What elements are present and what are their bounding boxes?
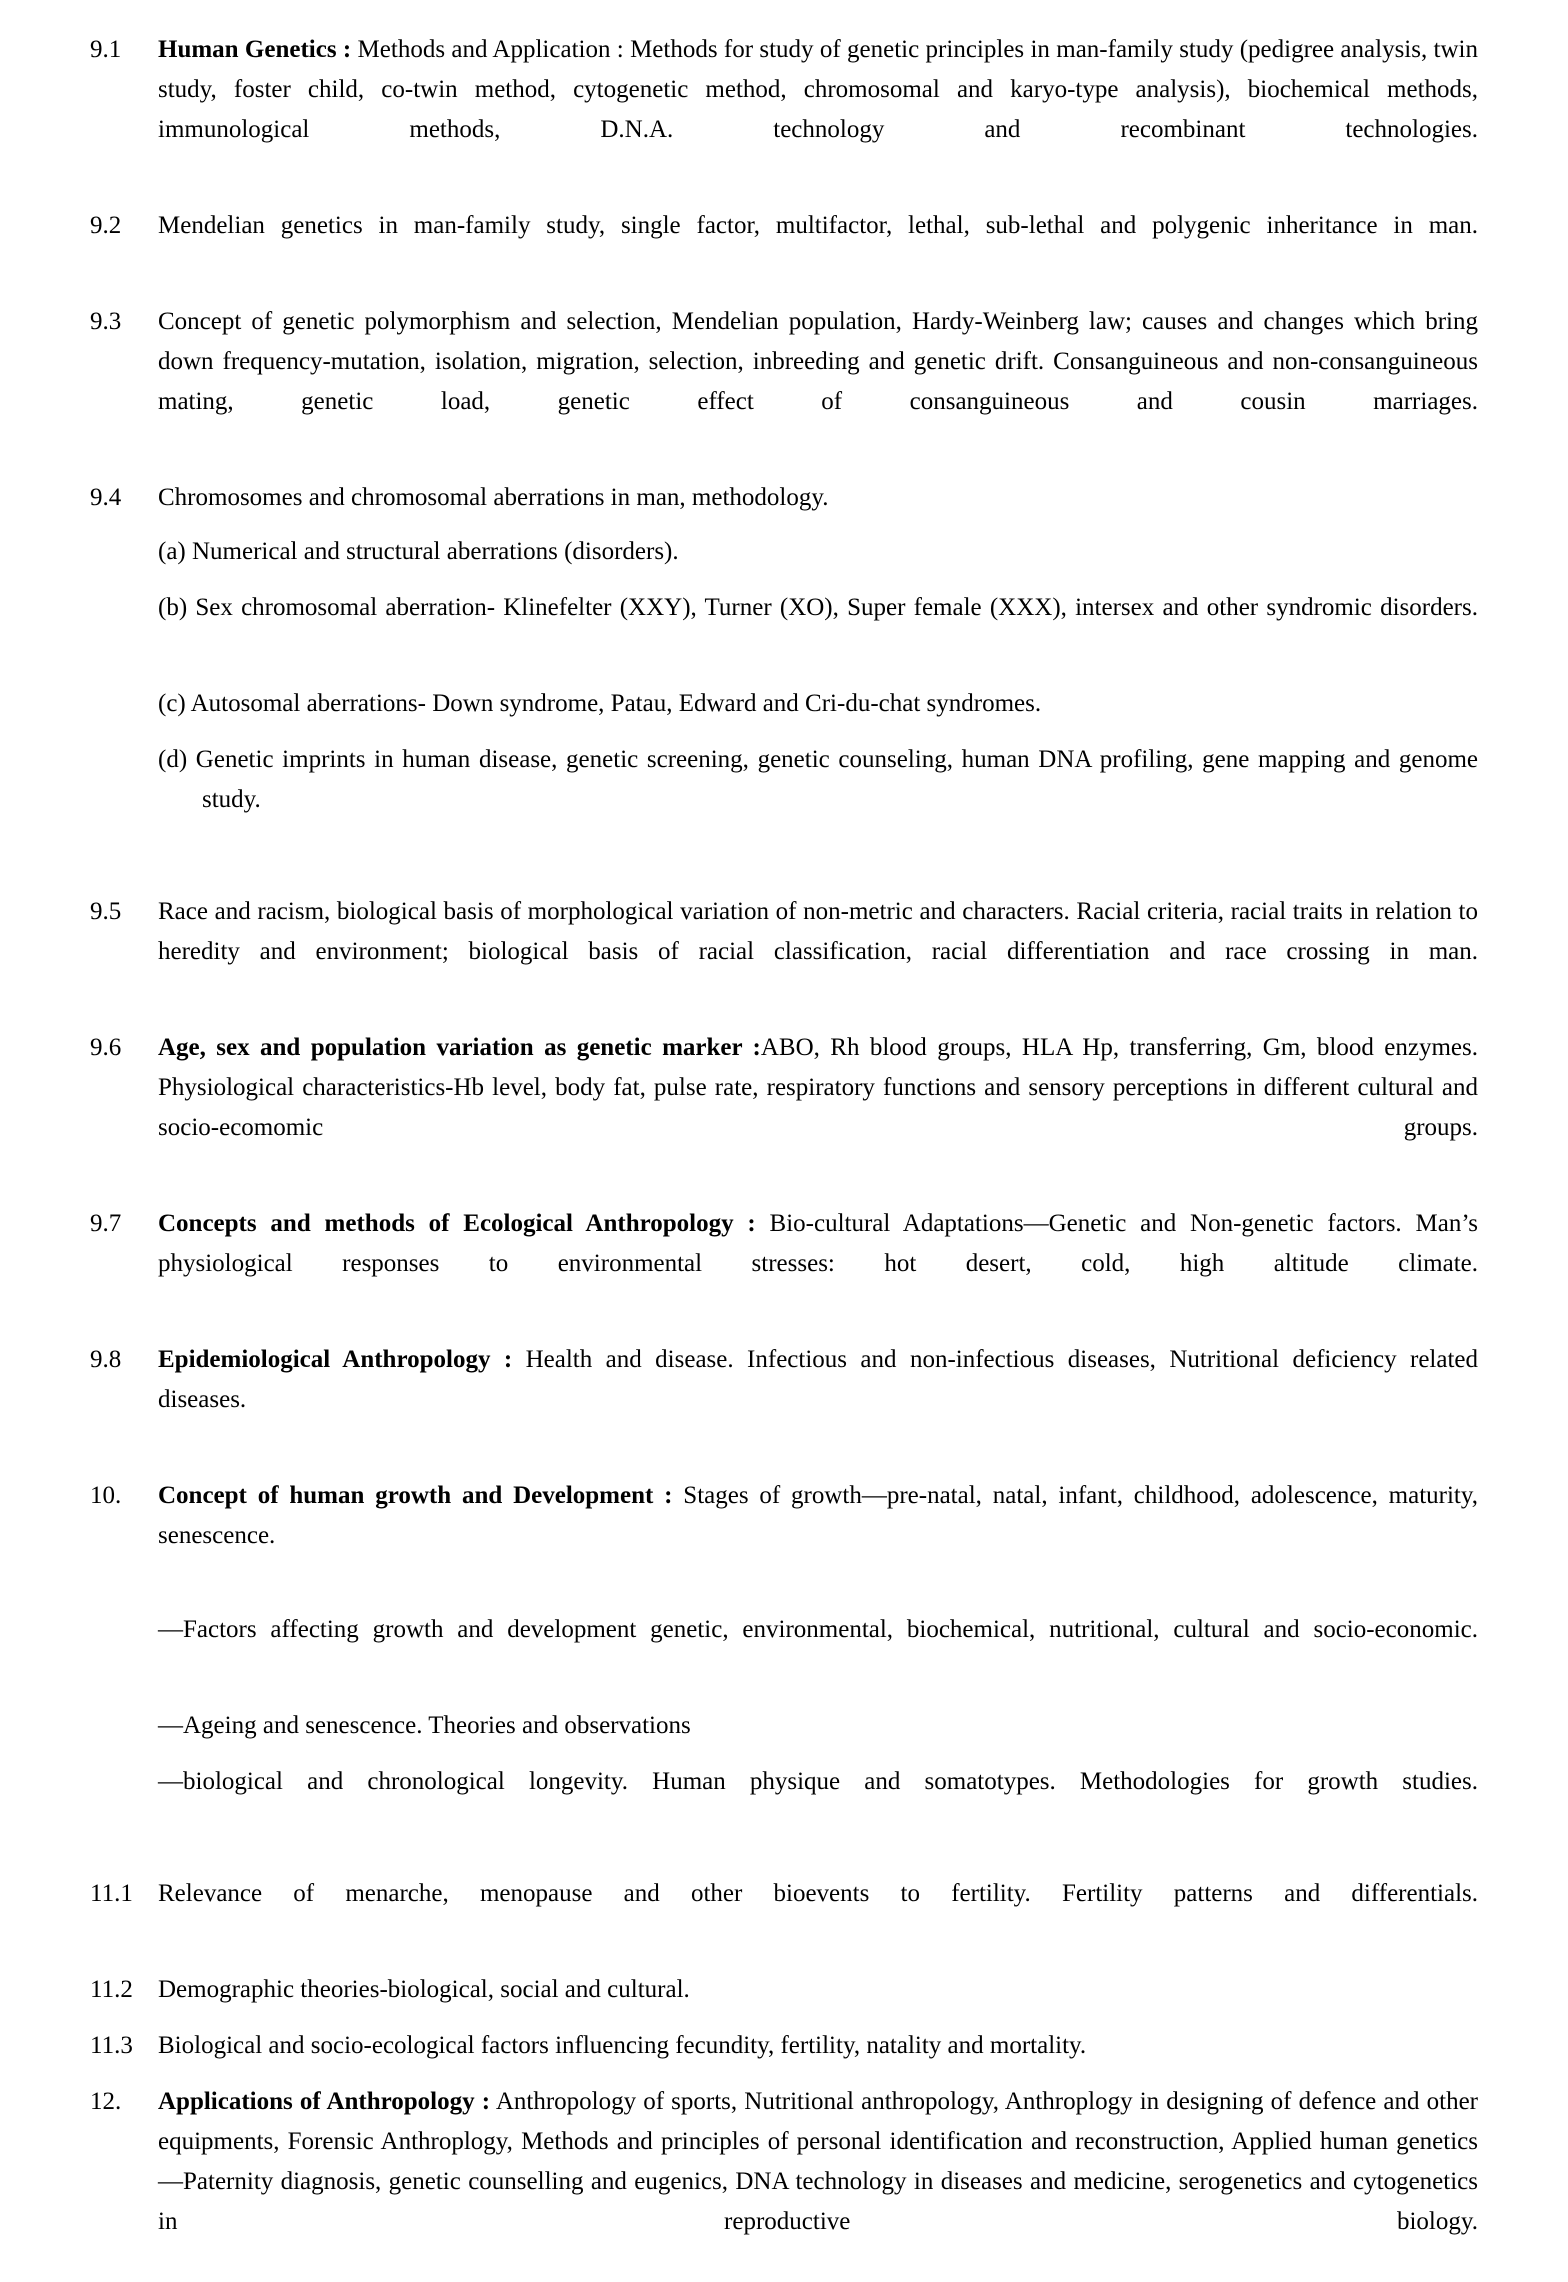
entry-text — [158, 1970, 1478, 2010]
entry-body-text: Concept of genetic polymorphism and selection, Mendelian population, Hardy-Weinberg law; causes and changes which bring down frequency-mutation, isolation, migration, selection, inbreeding and genetic drift. Consanguineous and non-consanguineous mating, genetic load, genetic effect of consanguineous and cousin marriages. — [158, 308, 1478, 415]
entry-bold-lead: Concepts and methods of Ecological Anthropology : — [158, 1210, 756, 1237]
entry-text — [158, 1874, 1478, 1954]
entry-number: 9.3 — [90, 308, 122, 335]
entry-number: 9.4 — [90, 484, 122, 511]
entry-text — [158, 2026, 1478, 2066]
entry-body-text: Bio-cultural Adaptations—Genetic and Non-genetic factors. Man’s physiological responses to environmental stresses: hot desert, cold, high altitude climate. — [158, 1210, 1478, 1277]
syllabus-entry — [90, 1028, 1478, 1188]
sub-item-b: (b) Sex chromosomal aberration- Klinefelter (XXY), Turner (XO), Super female (XXX), intersex and other syndromic disorders. — [158, 594, 1478, 621]
entry-body-text: Stages of growth—pre-natal, natal, infant, childhood, adolescence, maturity, senescence. — [158, 1482, 1478, 1549]
syllabus-entry — [90, 30, 1478, 190]
entry-bold-lead: Age, sex and population variation as genetic marker : — [158, 1034, 761, 1061]
syllabus-entry — [90, 1476, 1478, 1858]
entry-bold-lead: Human Genetics : — [158, 36, 352, 63]
sub-item-a: (a) Numerical and structural aberrations (disorders). — [158, 538, 679, 565]
entry-number: 9.8 — [90, 1346, 122, 1373]
entry-text — [158, 30, 1478, 190]
sub-item-group — [158, 532, 1478, 860]
entry-text — [158, 1340, 1478, 1460]
entry-body-text: Methods and Application : Methods for study of genetic principles in man-family study (pedigree analysis, twin study, foster child, co-twin method, cytogenetic method, chromosomal and karyo-type analysis), biochemical methods, immunological methods, D.N.A. technology and recombinant technologies. — [158, 36, 1479, 143]
syllabus-entry — [90, 478, 1478, 876]
entry-body-text: Chromosomes and chromosomal aberrations in man, methodology. — [158, 484, 829, 511]
entry-body-text: Relevance of menarche, menopause and other bioevents to fertility. Fertility patterns and differentials. — [158, 1880, 1478, 1907]
syllabus-entry — [90, 1970, 1478, 2010]
entry-bold-lead: Applications of Anthropology : — [158, 2088, 491, 2115]
entry-text — [158, 1028, 1478, 1188]
entry-text — [158, 892, 1478, 1012]
entry-text — [158, 302, 1478, 462]
entry-body-text: Health and disease. Infectious and non-infectious diseases, Nutritional deficiency related diseases. — [158, 1346, 1478, 1413]
dash-paragraph-2: —Ageing and senescence. Theories and observations — [158, 1712, 691, 1739]
entry-body-text: Mendelian genetics in man-family study, single factor, multifactor, lethal, sub-lethal and polygenic inheritance in man. — [158, 212, 1478, 239]
entry-number: 12. — [90, 2088, 122, 2115]
syllabus-entry — [90, 1340, 1478, 1460]
entry-number: 9.2 — [90, 212, 122, 239]
sub-item-d: (d) Genetic imprints in human disease, genetic screening, genetic counseling, human DNA profiling, gene mapping and genome study. — [158, 746, 1478, 813]
entry-text — [158, 206, 1478, 286]
entry-number: 11.3 — [90, 2032, 133, 2059]
syllabus-entry — [90, 302, 1478, 462]
entry-number: 10. — [90, 1482, 122, 1509]
entry-body-text: Biological and socio-ecological factors influencing fecundity, fertility, natality and mortality. — [158, 2032, 1087, 2059]
entry-number: 11.1 — [90, 1880, 133, 1907]
entry-body-text: Demographic theories-biological, social and cultural. — [158, 1976, 690, 2003]
entry-body-text: Anthropology of sports, Nutritional anthropology, Anthroplogy in designing of defence and other equipments, Forensic Anthroplogy, Methods and principles of personal identification and reconstruction, Applied human genetics—Paternity diagnosis, genetic counselling and eugenics, DNA technology in diseases and medicine, serogenetics and cytogenetics in reproductive biology. — [158, 2088, 1478, 2235]
dash-paragraph-3: —biological and chronological longevity. Human physique and somatotypes. Methodologies for growth studies. — [158, 1768, 1478, 1795]
syllabus-entry — [90, 206, 1478, 286]
entry-text — [158, 478, 1478, 518]
entry-bold-lead: Concept of human growth and Development : — [158, 1482, 673, 1509]
syllabus-entry — [90, 892, 1478, 1012]
dash-paragraph-1: —Factors affecting growth and development genetic, environmental, biochemical, nutritional, cultural and socio-economic. — [158, 1616, 1478, 1643]
sub-item-c: (c) Autosomal aberrations- Down syndrome, Patau, Edward and Cri-du-chat syndromes. — [158, 690, 1042, 717]
entry-body-text: ABO, Rh blood groups, HLA Hp, transferring, Gm, blood enzymes. Physiological characteristics-Hb level, body fat, pulse rate, respiratory functions and sensory perceptions in different cultural and socio-ecomomic groups. — [158, 1034, 1478, 1141]
dash-paragraph-group — [158, 1610, 1478, 1842]
entry-text — [158, 1204, 1478, 1324]
entry-text — [158, 1476, 1478, 1596]
entry-number: 9.7 — [90, 1210, 122, 1237]
entry-number: 9.5 — [90, 898, 122, 925]
entry-number: 9.1 — [90, 36, 122, 63]
entry-bold-lead: Epidemiological Anthropology : — [158, 1346, 513, 1373]
entry-number: 11.2 — [90, 1976, 133, 2003]
entry-body-text: Race and racism, biological basis of morphological variation of non-metric and characters. Racial criteria, racial traits in relation to heredity and environment; biological basis of racial classification, racial differentiation and race crossing in man. — [158, 898, 1478, 965]
syllabus-entry — [90, 1874, 1478, 1954]
entry-number: 9.6 — [90, 1034, 122, 1061]
syllabus-entry — [90, 2082, 1478, 2282]
syllabus-entry — [90, 1204, 1478, 1324]
entry-text — [158, 2082, 1478, 2282]
syllabus-entry — [90, 2026, 1478, 2066]
